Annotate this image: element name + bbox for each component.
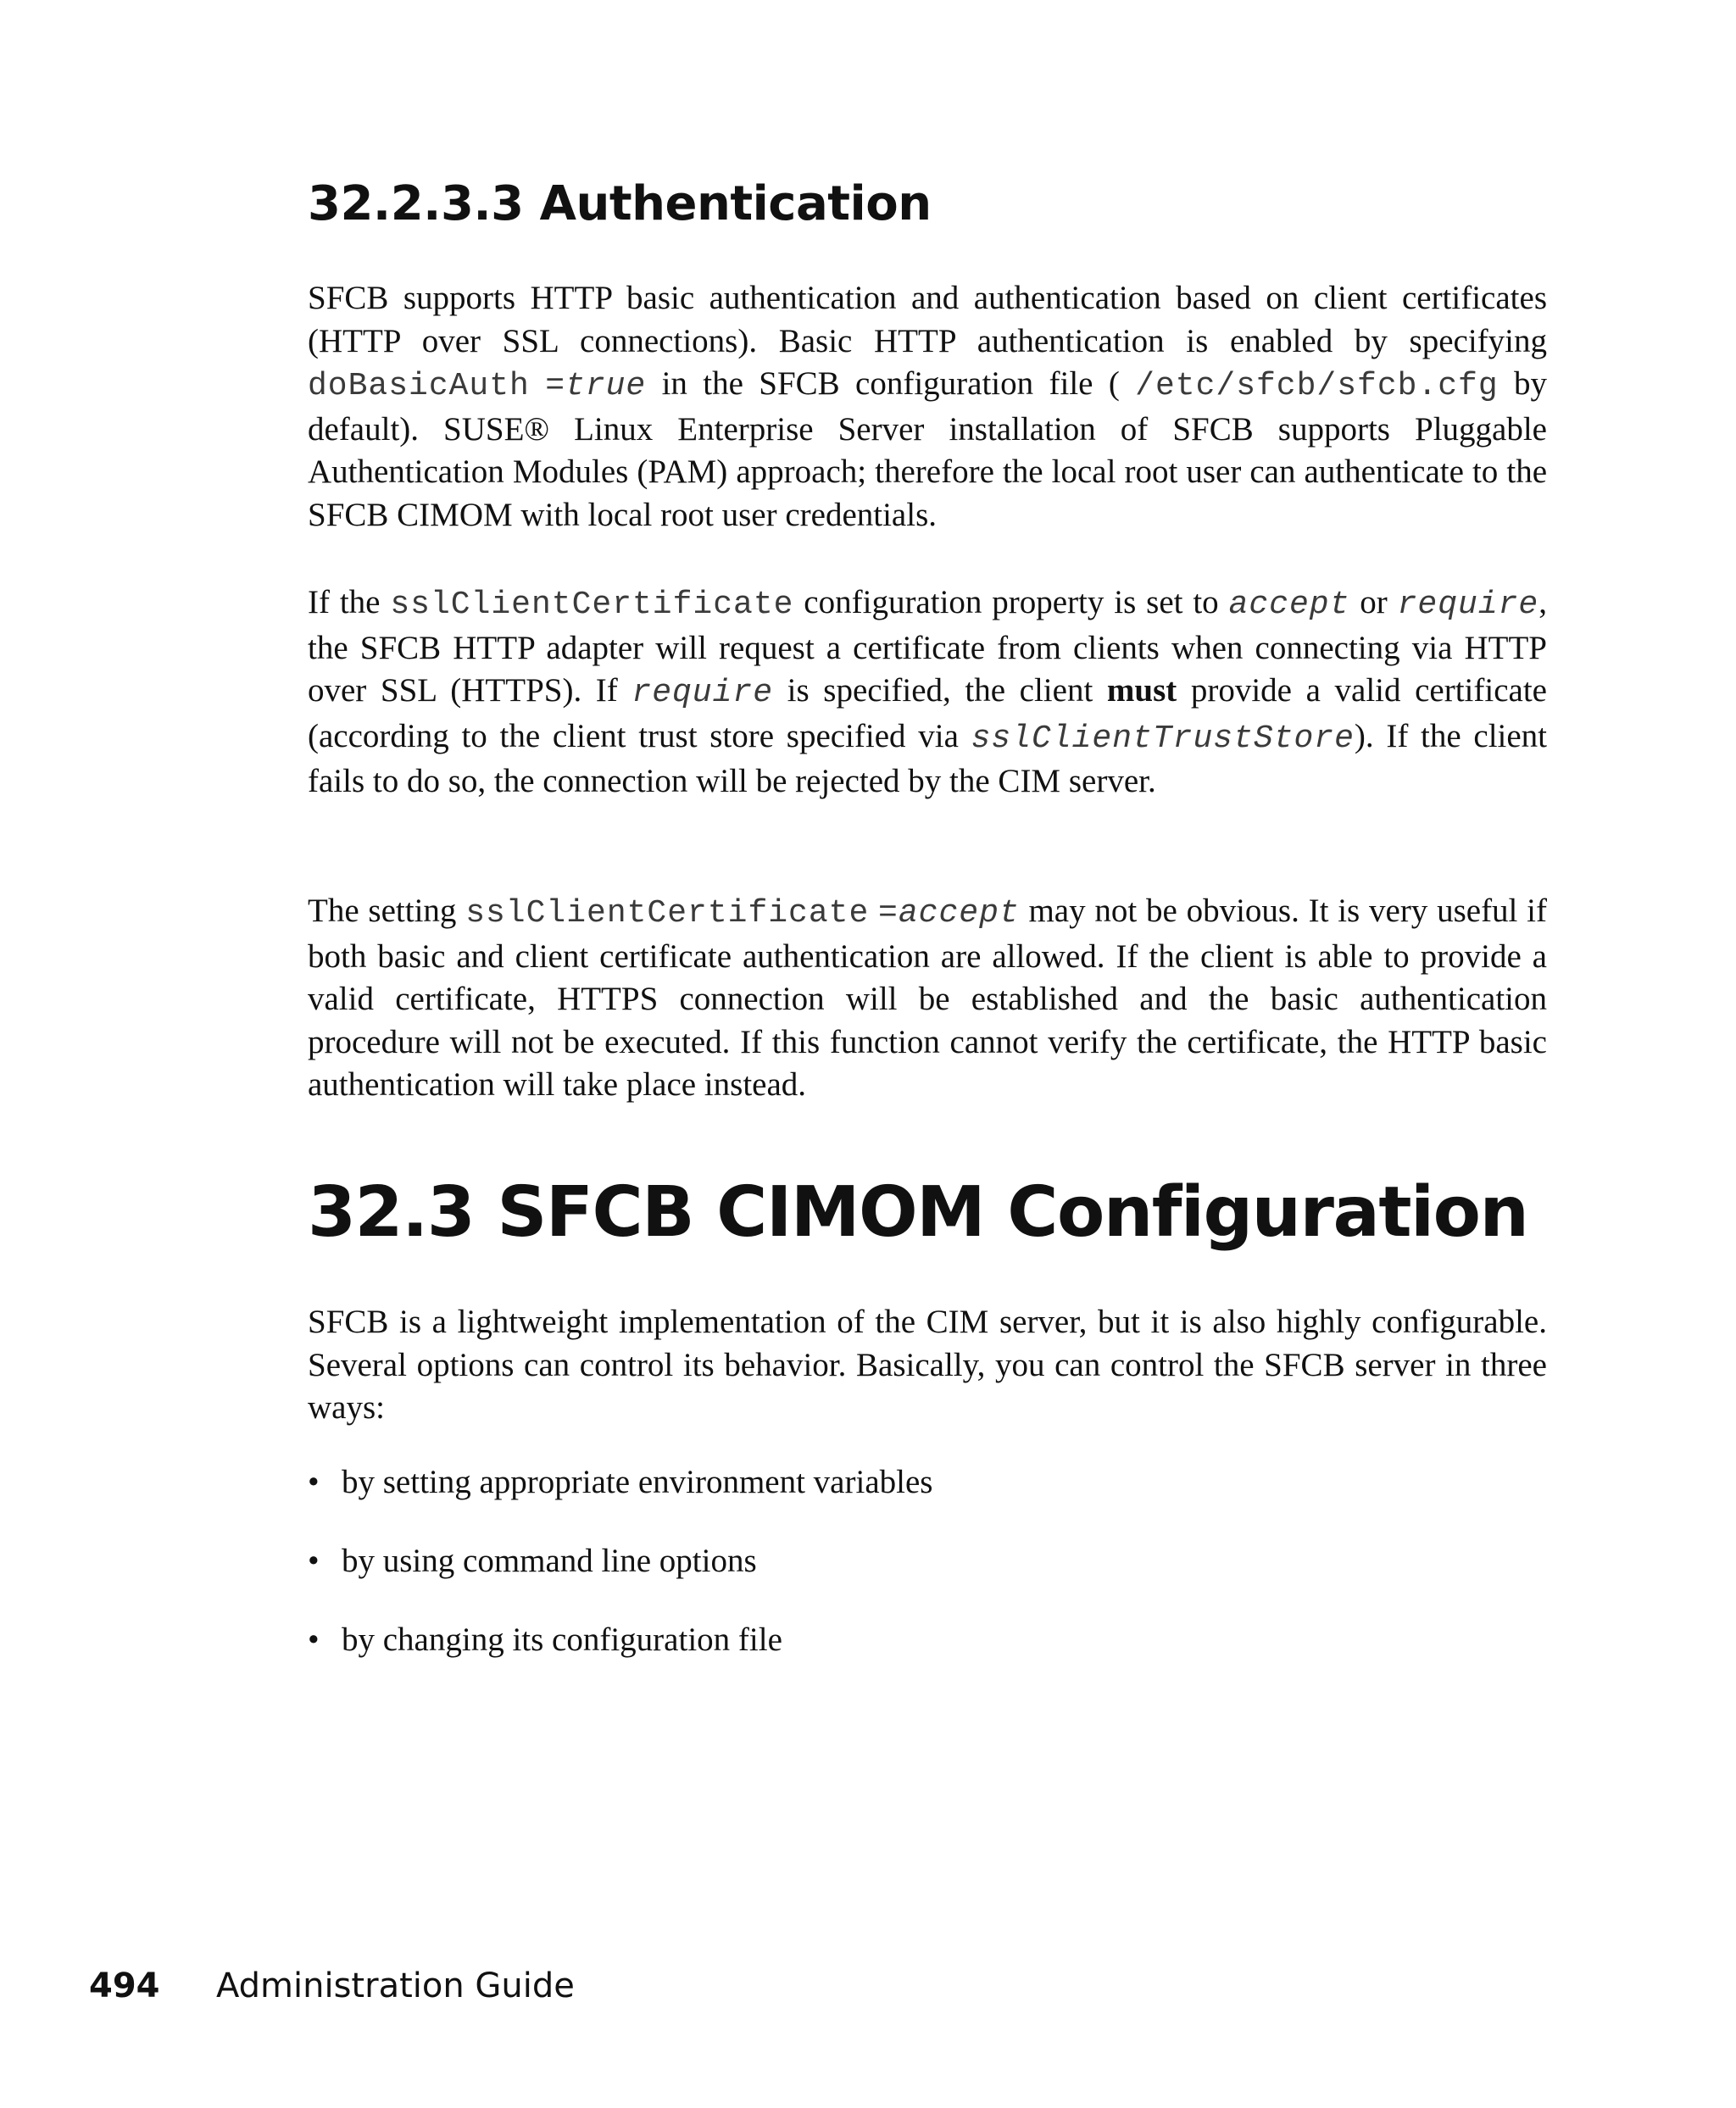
code-accept: accept [1228, 587, 1350, 623]
text: The setting [308, 893, 466, 929]
bullet-icon: • [308, 1621, 320, 1658]
text: or [1349, 584, 1398, 620]
text: SFCB supports HTTP basic authentication and authentication based on client certificates (HTTP over SSL connections). Basic HTTP authentication is enabled by specifying [308, 280, 1547, 359]
chapter-heading: 32.3 SFCB CIMOM Configuration [308, 1172, 1528, 1253]
list-item-text: by changing its configuration file [342, 1621, 782, 1658]
list-item [308, 1619, 932, 1698]
paragraph-basic-auth [308, 277, 1547, 537]
code-sslClientCertificate: sslClientCertificate [390, 587, 794, 623]
page-footer [89, 1966, 575, 2005]
text: is specified, the client [773, 672, 1107, 709]
code-config-path: /etc/sfcb/sfcb.cfg [1135, 368, 1499, 404]
text: in the SFCB configuration file ( [646, 365, 1136, 402]
bold-must: must [1106, 672, 1177, 709]
list-item [308, 1540, 932, 1619]
text: configuration property is set to [793, 584, 1229, 620]
paragraph-client-certificate [308, 581, 1547, 804]
code-sslClientCertificate: sslClientCertificate [465, 895, 870, 932]
section-heading: 32.2.3.3 Authentication [308, 176, 932, 231]
paragraph-accept-setting [308, 890, 1547, 1107]
code-require: require [632, 675, 774, 711]
text: If the [308, 584, 391, 620]
paragraph-configuration-intro: SFCB is a lightweight implementation of the CIM server, but it is also highly configurable. Several options can control its behavior. Basically, you can control the SFCB server in three ways: [308, 1304, 1547, 1426]
code-true: true [565, 368, 647, 404]
page-number: 494 [89, 1966, 160, 2005]
text: provide a valid certificate (according to the client trust store specified via [308, 672, 1547, 754]
text: may not be obvious. It is very useful if both basic and client certificate authentication are allowed. If the client is able to provide a valid certificate, HTTPS connection will be established and the basic authentication procedure will not be executed. If this function cannot verify the certificate, the HTTP basic authentication will take place instead. [308, 893, 1547, 1103]
list-item-text: by using command line options [342, 1543, 757, 1579]
code-equals: = [545, 368, 566, 404]
code-sslClientTrustStore: sslClientTrustStore [971, 720, 1355, 757]
text: , the SFCB HTTP adapter will request a certificate from clients when connecting via HTTP over SSL (HTTPS). If [308, 584, 1547, 709]
bullet-icon: • [308, 1464, 320, 1500]
code-equals: = [878, 895, 899, 932]
bullet-list [308, 1461, 932, 1698]
code-accept: accept [898, 895, 1020, 932]
list-item [308, 1461, 932, 1540]
list-item-text: by setting appropriate environment variables [342, 1464, 933, 1500]
bullet-icon: • [308, 1543, 320, 1579]
text: ). If the client fails to do so, the connection will be rejected by the CIM server. [308, 717, 1548, 799]
code-require: require [1397, 587, 1539, 623]
code-doBasicAuth: doBasicAuth [308, 368, 530, 404]
book-title: Administration Guide [216, 1966, 575, 2005]
text: by default). SUSE® Linux Enterprise Server installation of SFCB supports Pluggable Authentication Modules (PAM) approach; therefore the local root user can authenticate to the SFCB CIMOM with local root user credentials. [308, 365, 1547, 533]
